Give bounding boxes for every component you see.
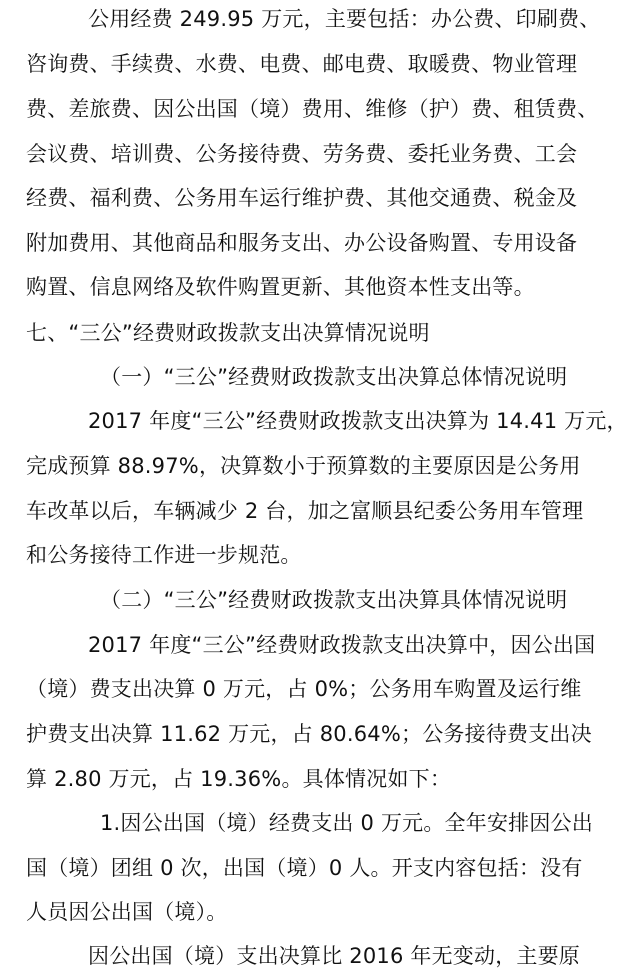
text-line: 护费支出决算 11.62 万元，占 80.64%；公务接待费支出决	[26, 722, 592, 746]
text-line: （一）“三公”经费财政拨款支出决算总体情况说明	[100, 365, 568, 389]
text-line: 2017 年度“三公”经费财政拨款支出决算中，因公出国	[88, 633, 596, 657]
text-line: 公用经费 249.95 万元，主要包括：办公费、印刷费、	[88, 7, 601, 31]
text-line: 费、差旅费、因公出国（境）费用、维修（护）费、租赁费、	[26, 97, 599, 121]
text-line: 1.因公出国（境）经费支出 0 万元。全年安排因公出	[100, 811, 593, 835]
text-line: 七、“三公”经费财政拨款支出决算情况说明	[26, 321, 430, 345]
text-line: 因公出国（境）支出决算比 2016 年无变动，主要原	[88, 944, 580, 968]
text-line: 国（境）团组 0 次，出国（境）0 人。开支内容包括：没有	[26, 856, 583, 880]
text-line: 车改革以后，车辆减少 2 台，加之富顺县纪委公务用车管理	[26, 499, 584, 523]
text-line: 人员因公出国（境）。	[26, 900, 228, 924]
text-line: （二）“三公”经费财政拨款支出决算具体情况说明	[100, 588, 568, 612]
text-line: 完成预算 88.97%，决算数小于预算数的主要原因是公务用	[26, 454, 581, 478]
text-line: 经费、福利费、公务用车运行维护费、其他交通费、税金及	[26, 186, 578, 210]
text-line: 2017 年度“三公”经费财政拨款支出决算为 14.41 万元，	[88, 409, 628, 433]
text-line: 购置、信息网络及软件购置更新、其他资本性支出等。	[26, 275, 535, 299]
text-line: 算 2.80 万元，占 19.36%。具体情况如下：	[26, 767, 452, 791]
text-line: 附加费用、其他商品和服务支出、办公设备购置、专用设备	[26, 231, 578, 255]
text-line: 和公务接待工作进一步规范。	[26, 543, 302, 567]
text-line: 咨询费、手续费、水费、电费、邮电费、取暖费、物业管理	[26, 52, 578, 76]
text-line: 会议费、培训费、公务接待费、劳务费、委托业务费、工会	[26, 142, 578, 166]
text-line: （境）费支出决算 0 万元，占 0%；公务用车购置及运行维	[26, 677, 582, 701]
